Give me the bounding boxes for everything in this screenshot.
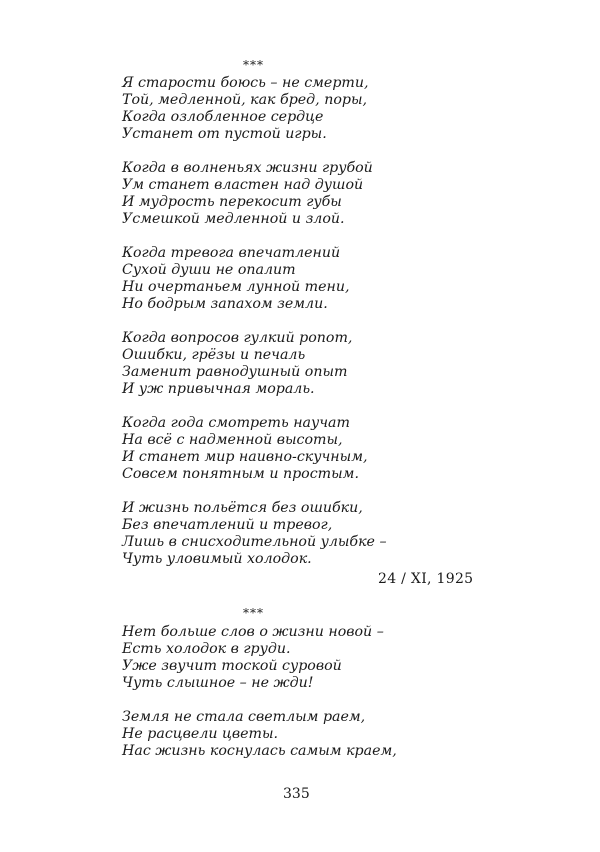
poem-line: Без впечатлений и тревог, [122,517,333,533]
stanza [122,624,502,692]
stanza [122,160,502,228]
poem-separator: *** [243,606,264,620]
poem-line: Земля не стала светлым раем, [122,709,366,725]
poem-separator: *** [243,58,264,72]
poem-line: Чуть слышное – не жди! [122,675,314,691]
stanza [122,245,502,313]
poem-line: Нет больше слов о жизни новой – [122,624,384,640]
poem-line: На всё с надменной высоты, [122,432,343,448]
poem-line: Когда вопросов гулкий ропот, [122,330,353,346]
poem-line: Когда года смотреть научат [122,415,350,431]
stanza [122,415,502,483]
poem-line: Той, медленной, как бред, поры, [122,92,368,108]
poem-line: Совсем понятным и простым. [122,466,359,482]
poem-line: Устанет от пустой игры. [122,126,327,142]
stanza [122,500,502,568]
poem-line: Я старости боюсь – не смерти, [122,75,369,91]
poem-line: Чуть уловимый холодок. [122,551,312,567]
page-number: 335 [283,786,310,802]
poem-line: Есть холодок в груди. [122,641,291,657]
poem-line: И станет мир наивно-скучным, [122,449,368,465]
poem-2 [122,624,502,760]
poem-line: Когда озлобленное сердце [122,109,324,125]
poem-line: Лишь в снисходительной улыбке – [122,534,387,550]
stanza [122,330,502,398]
stanza [122,75,502,143]
poem-line: Уже звучит тоской суровой [122,658,342,674]
poem-line: Не расцвели цветы. [122,726,279,742]
poem-date: 24 / XI, 1925 [378,571,474,587]
poem-line: Когда в волненьях жизни грубой [122,160,373,176]
poem-line: Нас жизнь коснулась самым краем, [122,743,397,759]
poem-1 [122,75,502,568]
stanza [122,709,502,760]
poem-line: Ни очертаньем лунной тени, [122,279,350,295]
poem-line: И жизнь польётся без ошибки, [122,500,363,516]
poem-line: Когда тревога впечатлений [122,245,341,261]
poem-line: И мудрость перекосит губы [122,194,342,210]
poem-line: Ум станет властен над душой [122,177,364,193]
poem-line: Усмешкой медленной и злой. [122,211,345,227]
poem-line: И уж привычная мораль. [122,381,315,397]
poem-line: Сухой души не опалит [122,262,296,278]
poem-line: Но бодрым запахом земли. [122,296,328,312]
poem-line: Ошибки, грёзы и печаль [122,347,306,363]
poem-line: Заменит равнодушный опыт [122,364,348,380]
